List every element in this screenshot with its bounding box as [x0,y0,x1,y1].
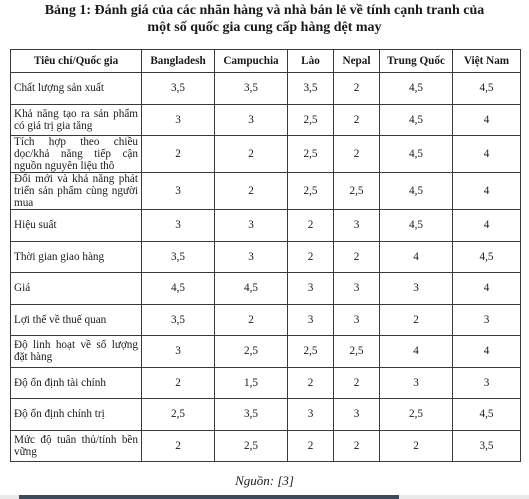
score-cell: 3 [215,241,288,273]
table-row [11,210,521,242]
header-country: Lào [288,50,334,73]
horizontal-scrollbar[interactable] [0,495,529,499]
table-body [11,73,521,462]
criteria-cell: Chất lượng sản xuất [11,73,142,105]
table-row [11,136,521,173]
score-cell: 2,5 [288,336,334,368]
source-note: Nguồn: [3] [235,473,294,488]
score-cell: 2 [142,430,215,462]
score-cell: 3,5 [142,73,215,105]
score-cell: 3,5 [288,73,334,105]
score-cell: 3 [334,399,380,431]
score-cell: 3 [215,210,288,242]
score-cell: 3 [380,273,453,305]
table-header [11,50,521,73]
score-cell: 2 [334,136,380,173]
score-cell: 2 [334,430,380,462]
table-row [11,104,521,136]
table-row [11,173,521,210]
score-cell: 2 [334,241,380,273]
score-cell: 4,5 [380,136,453,173]
score-cell: 2 [288,210,334,242]
score-cell: 4,5 [380,104,453,136]
score-cell: 3 [334,210,380,242]
criteria-cell: Khả năng tạo ra sản phẩm có giá trị gia tăng [11,104,142,136]
score-cell: 2 [142,136,215,173]
score-cell: 3 [453,367,521,399]
score-cell: 2,5 [288,104,334,136]
score-cell: 4 [453,104,521,136]
score-cell: 3 [288,273,334,305]
table-title-line-1: Bảng 1: Đánh giá của các nhãn hàng và nhà bán lẻ về tính cạnh tranh của [44,3,485,18]
score-cell: 2 [215,136,288,173]
score-cell: 4 [453,210,521,242]
score-cell: 3,5 [453,430,521,462]
score-cell: 4 [380,241,453,273]
score-cell: 2 [288,430,334,462]
score-cell: 2 [288,367,334,399]
score-cell: 3,5 [215,73,288,105]
header-country: Nepal [334,50,380,73]
table-row [11,273,521,305]
table-title-line-2: một số quốc gia cung cấp hàng dệt may [147,20,382,35]
score-cell: 3 [380,367,453,399]
criteria-cell: Tích hợp theo chiều dọc/khả năng tiếp cận nguồn nguyên liệu thô [11,136,142,173]
criteria-cell: Giá [11,273,142,305]
score-cell: 3 [142,104,215,136]
score-cell: 4 [453,273,521,305]
header-country: Việt Nam [453,50,521,73]
criteria-cell: Độ ổn định chính trị [11,399,142,431]
criteria-cell: Đổi mới và khả năng phát triển sản phẩm cùng người mua [11,173,142,210]
criteria-cell: Độ ổn định tài chính [11,367,142,399]
score-cell: 2,5 [142,399,215,431]
score-cell: 4,5 [380,173,453,210]
table-row [11,73,521,105]
header-country: Campuchia [215,50,288,73]
score-cell: 3,5 [142,304,215,336]
score-cell: 2 [288,241,334,273]
criteria-cell: Thời gian giao hàng [11,241,142,273]
score-cell: 2 [215,304,288,336]
score-cell: 3 [288,304,334,336]
score-cell: 2,5 [215,336,288,368]
criteria-cell: Lợi thế về thuế quan [11,304,142,336]
score-cell: 4,5 [453,399,521,431]
table-row [11,304,521,336]
table-row [11,241,521,273]
score-cell: 2,5 [334,336,380,368]
score-cell: 3 [288,399,334,431]
score-cell: 4,5 [215,273,288,305]
score-cell: 2 [142,367,215,399]
criteria-cell: Mức độ tuân thủ/tính bền vững [11,430,142,462]
score-cell: 2 [334,73,380,105]
criteria-cell: Độ linh hoạt về số lượng đặt hàng [11,336,142,368]
score-cell: 2,5 [334,173,380,210]
header-country: Trung Quốc [380,50,453,73]
score-cell: 4 [453,336,521,368]
table-row [11,430,521,462]
score-cell: 4 [380,336,453,368]
score-cell: 3 [334,273,380,305]
score-cell: 3 [215,104,288,136]
header-country: Bangladesh [142,50,215,73]
score-cell: 3,5 [142,241,215,273]
score-cell: 4,5 [380,210,453,242]
score-cell: 4 [453,136,521,173]
score-cell: 2,5 [380,399,453,431]
score-cell: 4 [453,173,521,210]
score-cell: 1,5 [215,367,288,399]
score-cell: 2 [380,430,453,462]
table-row [11,399,521,431]
score-cell: 4,5 [453,241,521,273]
score-cell: 3 [142,173,215,210]
criteria-cell: Hiệu suất [11,210,142,242]
score-cell: 3 [334,304,380,336]
header-row [11,50,521,73]
score-cell: 4,5 [142,273,215,305]
scrollbar-thumb[interactable] [19,495,399,499]
score-cell: 2 [334,367,380,399]
score-cell: 3 [142,210,215,242]
score-cell: 2 [215,173,288,210]
score-cell: 2 [380,304,453,336]
table-row [11,336,521,368]
score-cell: 2,5 [288,173,334,210]
table-title [0,2,529,36]
competitiveness-table [10,49,521,462]
score-cell: 2 [334,104,380,136]
score-cell: 2,5 [288,136,334,173]
score-cell: 4,5 [380,73,453,105]
score-cell: 3 [453,304,521,336]
score-cell: 4,5 [453,73,521,105]
score-cell: 3 [142,336,215,368]
score-cell: 3,5 [215,399,288,431]
score-cell: 2,5 [215,430,288,462]
header-criteria: Tiêu chí/Quốc gia [11,50,142,73]
table-row [11,367,521,399]
